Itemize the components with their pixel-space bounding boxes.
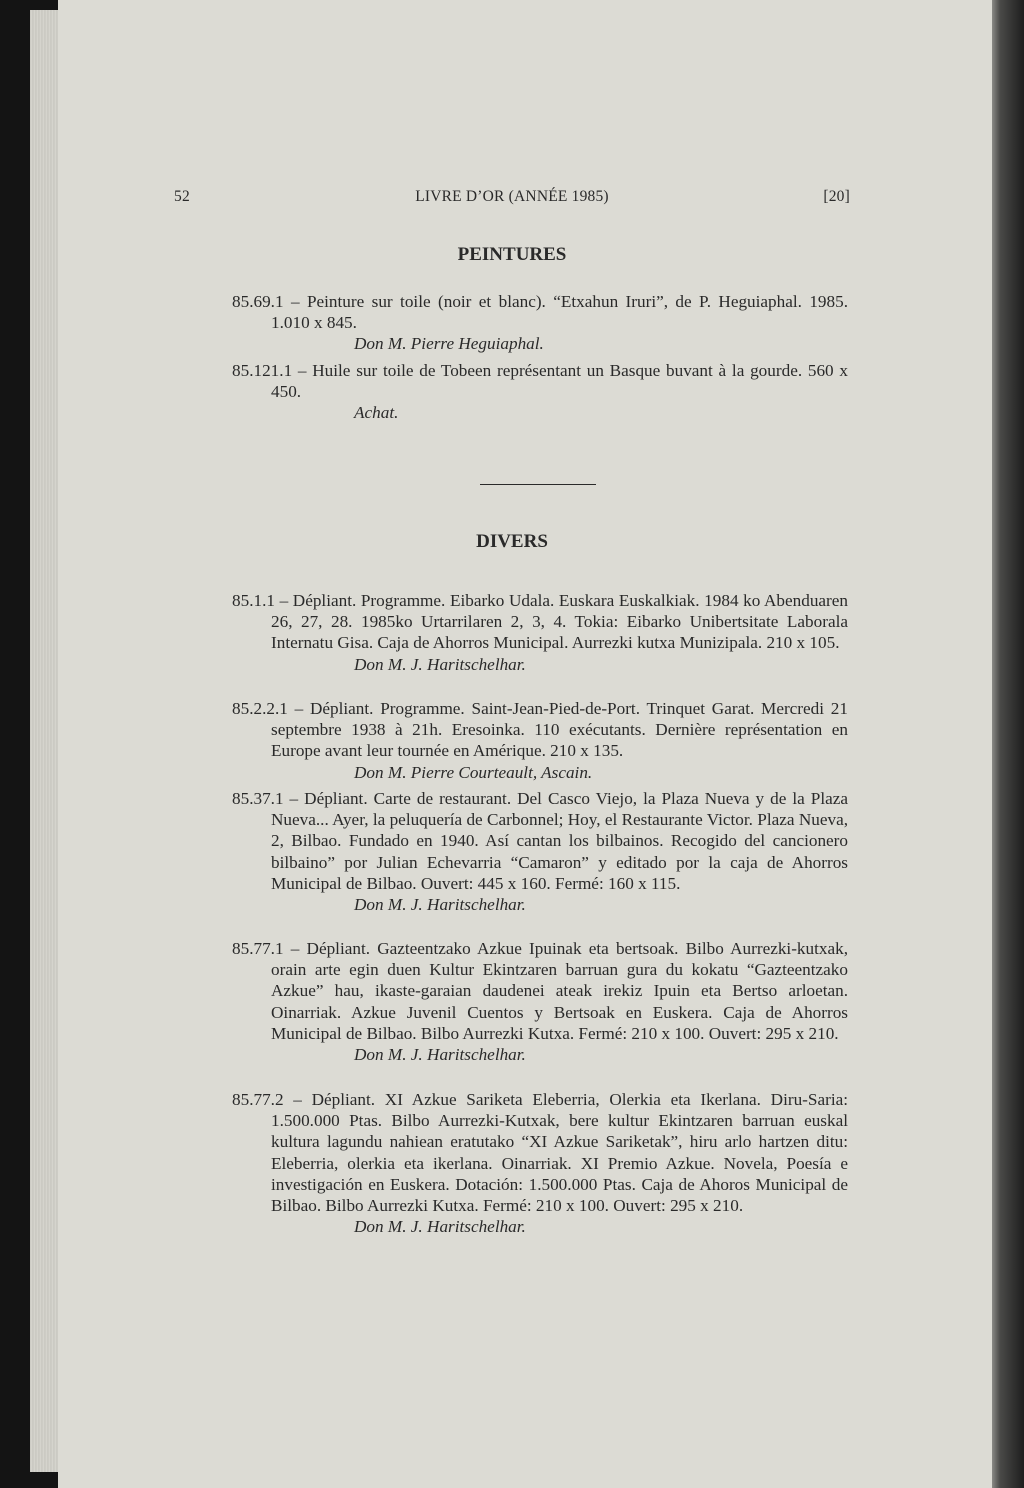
catalog-entry — [232, 698, 848, 783]
entry-donor: Achat. — [354, 403, 399, 423]
page-reference: [20] — [823, 188, 850, 205]
entry-text: 85.1.1 – Dépliant. Programme. Eibarko Udala. Euskara Euskalkiak. 1984 ko Abenduaren 26, 27, 28. 1985ko Urtarrilaren 2, 3, 4. Tokia: Eibarko Unibertsitate Laborala Internatu Gisa. Caja de Ahorros Municipal. Aurrezki kutxa Munizipala. 210 x 105. — [232, 591, 848, 653]
entry-donor: Don M. Pierre Heguiaphal. — [354, 334, 544, 354]
catalog-entry — [232, 788, 848, 915]
catalog-entry — [232, 1089, 848, 1237]
catalog-entry — [232, 291, 848, 355]
catalog-entry — [232, 590, 848, 675]
entry-donor: Don M. J. Haritschelhar. — [354, 654, 526, 674]
entry-donor: Don M. J. Haritschelhar. — [354, 895, 526, 915]
entry-donor: Don M. J. Haritschelhar. — [354, 1217, 526, 1237]
entry-text: 85.121.1 – Huile sur toile de Tobeen représentant un Basque buvant à la gourde. 560 x 450. — [232, 361, 848, 402]
entry-text: 85.37.1 – Dépliant. Carte de restaurant. Del Casco Viejo, la Plaza Nueva y de la Plaza Nueva... Ayer, la peluquería de Carbonnel; Hoy, el Restaurante Victor. Plaza Nueva, 2, Bilbao. Fundado en 1940. Así cantan los bilbainos. Recogido del cancionero bilbaino” por Julian Echevarria “Camaron” y editado por la caja de Ahorros Municipal de Bilbao. Ouvert: 445 x 160. Fermé: 160 x 115. — [232, 789, 848, 893]
entry-text: 85.77.1 – Dépliant. Gazteentzako Azkue Ipuinak eta bertsoak. Bilbo Aurrezki-kutxak, orain arte egin duen Kultur Ekintzaren barruan gura du kokatu “Gazteentzako Azkue” hau, ikaste-garaian daudenei ateak irekiz Ipuin eta Bertso arloetan. Oinarriak. Azkue Juvenil Cuentos y Bertsoak en Euskera. Caja de Ahorros Municipal de Bilbao. Bilbo Aurrezki Kutxa. Fermé: 210 x 100. Ouvert: 295 x 210. — [232, 939, 848, 1043]
page-number: 52 — [174, 188, 190, 205]
book-page — [58, 0, 998, 1488]
binding-shadow — [992, 0, 1024, 1488]
running-title: LIVRE D’OR (ANNÉE 1985) — [415, 188, 609, 205]
catalog-entry — [232, 360, 848, 424]
catalog-entry — [232, 938, 848, 1065]
entry-text: 85.77.2 – Dépliant. XI Azkue Sariketa Eleberria, Olerkia eta Ikerlana. Diru-Saria: 1.500.000 Ptas. Bilbo Aurrezki-Kutxak, bere kultur Ekintzaren barruan euskal kultura lagundu nahiean eratutako “XI Azkue Sariketak”, hiru arlo hartzen ditu: Eleberria, olerkia eta ikerlana. Oinarriak. XI Premio Azkue. Novela, Poesía e investigación en Euskera. Dotación: 1.500.000 Ptas. Caja de Ahoros Municipal de Bilbao. Bilbo Aurrezki Kutxa. Fermé: 210 x 100. Ouvert: 295 x 210. — [232, 1090, 848, 1216]
entry-text: 85.69.1 – Peinture sur toile (noir et blanc). “Etxahun Iruri”, de P. Heguiaphal. 1985. 1.010 x 845. — [232, 292, 848, 333]
section-title-peintures: PEINTURES — [457, 244, 567, 265]
entry-text: 85.2.2.1 – Dépliant. Programme. Saint-Jean-Pied-de-Port. Trinquet Garat. Mercredi 21 septembre 1938 à 21h. Eresoinka. 110 exécutants. Dernière représentation en Europe avant leur tournée en Amérique. 210 x 135. — [232, 699, 848, 761]
section-divider — [480, 484, 596, 485]
entry-donor: Don M. Pierre Courteault, Ascain. — [354, 762, 593, 782]
entry-donor: Don M. J. Haritschelhar. — [354, 1045, 526, 1065]
section-title-divers: DIVERS — [476, 531, 548, 552]
